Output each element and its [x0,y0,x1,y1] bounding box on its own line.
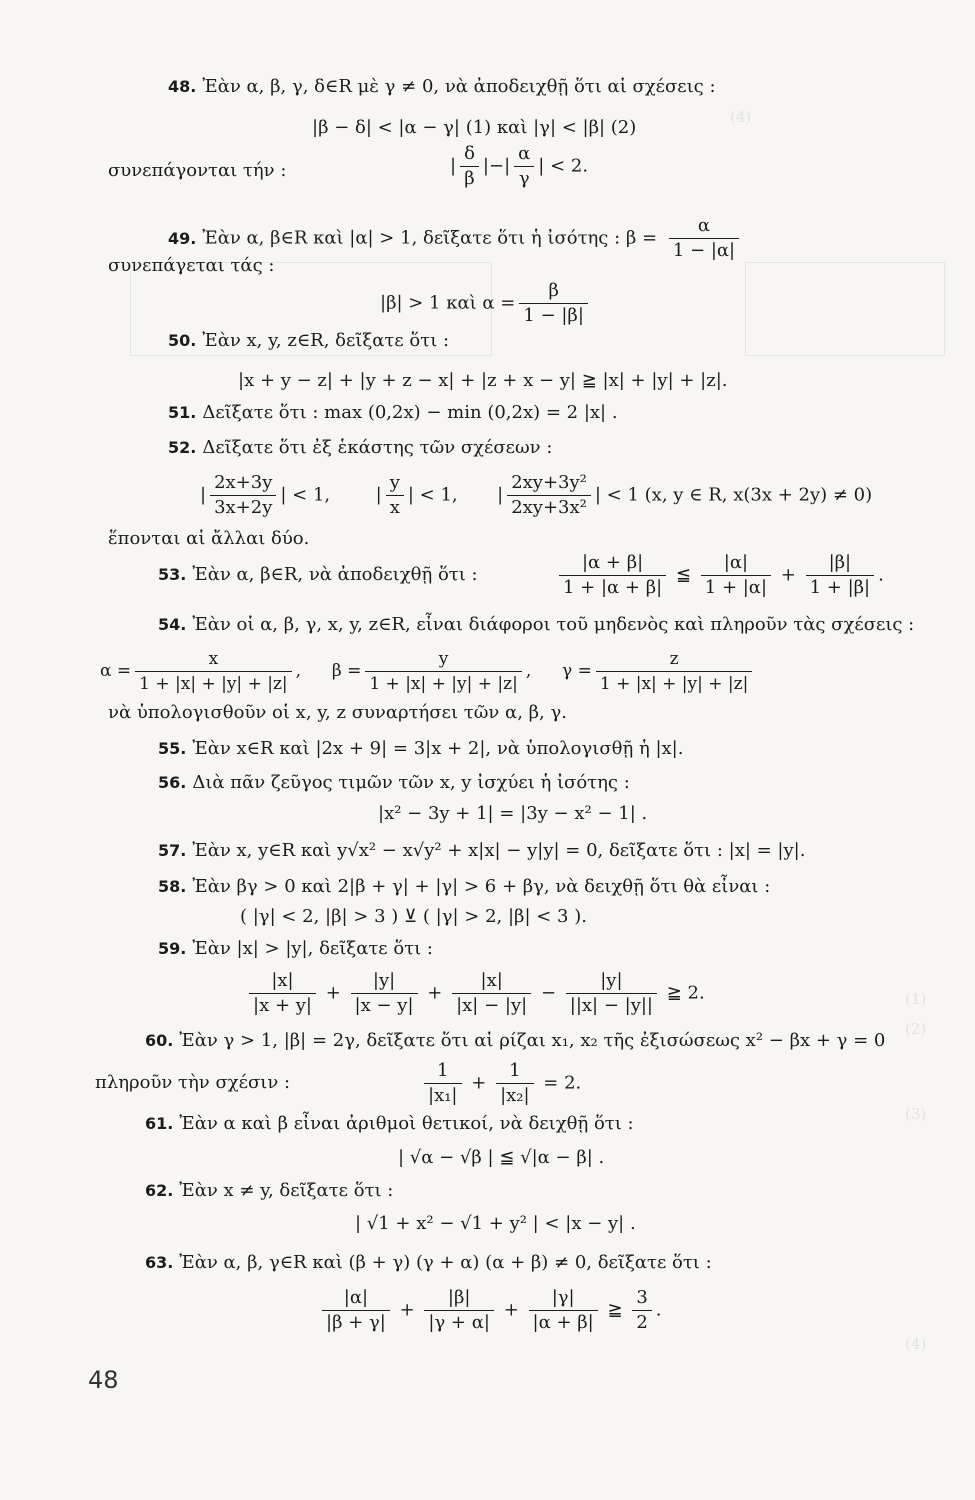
exercise-number: 60. [145,1031,174,1050]
exercise-number: 62. [145,1181,174,1200]
exercise-53-formula: $\frac{|\alpha + \beta|}{1 + |\alpha + \beta|}$ ≦ $\frac{|\alpha|}{1 + |\alpha|}$ + $\frac{|\beta|}{1 + |\beta|}$ . [555,552,884,599]
exercise-53 [158,564,478,586]
exercise-text: Ἐὰν x ≠ y, δεῖξατε ὅτι : [179,1180,394,1201]
exercise-number: 51. [168,403,197,422]
exercise-text: Ἐὰν x, y∈R καὶ y√x² − x√y² + x|x| − y|y| = 0, δεῖξατε ὅτι : |x| = |y|. [192,840,806,861]
exercise-text: Ἐὰν α, β∈R καὶ |α| > 1, δεῖξατε ὅτι ἡ ἰσότης : β = [202,227,658,249]
exercise-61-formula: | √α − √β | ≦ √|α − β| . [398,1147,605,1168]
exercise-56-formula: |x² − 3y + 1| = |3y − x² − 1| . [378,803,648,824]
exercise-text: Ἐὰν α, β, γ, δ∈R μὲ γ ≠ 0, νὰ ἀποδειχθῇ ὅτι αἱ σχέσεις : [202,76,716,97]
exercise-48-conclusion-label: συνεπάγονται τήν : [108,160,287,181]
exercise-62-formula: | √1 + x² − √1 + y² | < |x − y| . [355,1213,636,1234]
exercise-55 [158,738,683,760]
exercise-number: 61. [145,1114,174,1133]
exercise-49-result: |β| > 1 καὶ α = $\frac{\beta}{1 - |\beta|}$ [380,280,592,327]
exercise-number: 63. [145,1253,174,1272]
exercise-number: 55. [158,739,187,758]
exercise-number: 48. [168,77,197,96]
exercise-63 [145,1252,712,1274]
exercise-48 [168,76,716,98]
exercise-text: Ἐὰν γ > 1, |β| = 2γ, δεῖξατε ὅτι αἱ ρίζαι x₁, x₂ τῆς ἐξισώσεως x² − βx + γ = 0 [179,1030,886,1051]
exercise-52-conclusion: ἕπονται αἱ ἄλλαι δύο. [108,528,310,549]
exercise-48-relations: |β − δ| < |α − γ| (1) καὶ |γ| < |β| (2) [312,117,637,138]
exercise-60-conclusion-label: πληροῦν τὴν σχέσιν : [95,1072,291,1093]
exercise-number: 50. [168,331,197,350]
exercise-text: Δεῖξατε ὅτι ἐξ ἑκάστης τῶν σχέσεων : [202,437,553,458]
exercise-number: 54. [158,615,187,634]
page-number: 48 [88,1366,119,1394]
exercise-text: Ἐὰν α, β, γ∈R καὶ (β + γ) (γ + α) (α + β) ≠ 0, δεῖξατε ὅτι : [179,1252,712,1273]
exercise-56 [158,772,630,794]
exercise-63-formula: $\frac{|\alpha|}{|\beta + \gamma|}$ + $\frac{|\beta|}{|\gamma + \alpha|}$ + $\frac{|\gamma|}{|\alpha + \beta|}$ ≧ $\frac{3}{2}$ . [318,1287,662,1334]
exercise-60-formula: $\frac{1}{\text{|x₁|}}$ + $\frac{1}{\text{|x₂|}}$ = 2. [420,1060,581,1107]
exercise-59 [158,938,433,960]
exercise-text: Ἐὰν α καὶ β εἶναι ἀριθμοὶ θετικοί, νὰ δειχθῇ ὅτι : [179,1113,634,1134]
exercise-text: Ἐὰν x, y, z∈R, δεῖξατε ὅτι : [202,330,450,351]
exercise-54-system: α = $\frac{x}{1 + |x| + |y| + |z|}$ , β = $\frac{y}{1 + |x| + |y| + |z|}$ , γ = $\frac{z}{1 + |x| + |y| + |z|}$ [100,648,756,695]
exercise-number: 52. [168,438,197,457]
exercise-text: Δεῖξατε ὅτι : max (0,2x) − min (0,2x) = 2 |x| . [202,402,618,423]
exercise-number: 53. [158,565,187,584]
exercise-54 [158,614,914,636]
exercise-52 [168,437,552,459]
exercise-50-formula: |x + y − z| + |y + z − x| + |z + x − y| ≧ |x| + |y| + |z|. [238,370,728,391]
exercise-61 [145,1113,634,1135]
exercise-49-conclusion-label: συνεπάγεται τάς : [108,255,275,276]
exercise-58-formula: ( |γ| < 2, |β| > 3 ) ⊻ ( |γ| > 2, |β| < 3 ). [240,906,587,927]
exercise-62 [145,1180,393,1202]
exercise-text: Ἐὰν οἱ α, β, γ, x, y, z∈R, εἶναι διάφοροι τοῦ μηδενὸς καὶ πληροῦν τὰς σχέσεις : [192,614,915,635]
exercise-number: 57. [158,841,187,860]
exercise-number: 49. [168,228,197,248]
book-page: (4) (1) (2) (3) (4) 48. Ἐὰν α, β, γ, δ∈R μὲ γ ≠ 0, νὰ ἀποδειχθῇ ὅτι αἱ σχέσεις : |β − δ| < |α − γ| (1) καὶ |γ| < |β| (2) συνεπάγονται τήν : | $\frac{\delta}{\beta}$ |−| $\frac{\alpha}{\gamma}$ | < 2. 49. Ἐὰν α, β∈R καὶ |α| > 1, δεῖξατε ὅτι ἡ ἰσότης : β = $\frac{\alpha}{1 - |\alpha|}$ συνεπάγεται τάς : |β| > 1 καὶ α = $\frac{\beta}{1 - |\beta|}$ 50. Ἐὰν x, y, z∈R, δεῖξατε ὅτι : |x + y − z| + |y + z − x| + |z + x − y| ≧ |x| + |y| + |z|. 51. Δεῖξατε ὅτι : max (0,2x) − min (0,2x) = 2 |x| . 52. Δεῖξατε ὅτι ἐξ ἑκάστης τῶν σχέσεων : | $\frac{2x+3y}{3x+2y}$ | < 1, | $\frac{y}{x}$ | < 1, | $\frac{\text{2xy+3y²}}{\text{2xy+3x²}}$ | < 1 (x, y ∈ R, x(3x + 2y) ≠ 0) ἕπονται αἱ ἄλλαι δύο. 53. Ἐὰν α, β∈R, νὰ ἀποδειχθῇ ὅτι : $\frac{|\alpha + \beta|}{1 + |\alpha + \beta|}$ ≦ $\frac{|\alpha|}{1 + |\alpha|}$ + $\frac{|\beta|}{1 + |\beta|}$ . 54. Ἐὰν οἱ α, β, γ, x, y, z∈R, εἶναι διάφοροι τοῦ μηδενὸς καὶ πληροῦν τὰς σχέσεις : α = $\frac{x}{1 + |x| + |y| + |z|}$ , β = $\frac{y}{1 + |x| + |y| + |z|}$ , γ = $\frac{z}{1 + |x| + |y| + |z|}$ νὰ ὑπολογισθοῦν οἱ x, y, z συναρτήσει τῶν α, β, γ. 55. Ἐὰν x∈R καὶ |2x + 9| = 3|x + 2|, νὰ ὑπολογισθῇ ἡ |x|. 56. Διὰ πᾶν ζεῦγος τιμῶν τῶν x, y ἰσχύει ἡ ἰσότης : |x² − 3y + 1| = |3y − x² − 1| . 57. Ἐὰν x, y∈R καὶ y√x² − x√y² + x|x| − y|y| = 0, δεῖξατε ὅτι : |x| = |y|. 58. Ἐὰν βγ > 0 καὶ 2|β + γ| + |γ| > 6 + βγ, νὰ δειχθῇ ὅτι θὰ εἶναι : ( |γ| < 2, |β| > 3 ) ⊻ ( |γ| > 2, |β| < 3 ). 59. Ἐὰν |x| > |y|, δεῖξατε ὅτι : $\frac{|x|}{|x + y|}$ + $\frac{|y|}{|x - y|}$ + $\frac{|x|}{|x| - |y|}$ − $\frac{|y|}{||x| - |y||}$ ≧ 2. 60. Ἐὰν γ > 1, |β| = 2γ, δεῖξατε ὅτι αἱ ρίζαι x₁, x₂ τῆς ἐξισώσεως x² − βx + γ = 0 πληροῦν τὴν σχέσιν : $\frac{1}{\text{|x₁|}}$ + $\frac{1}{\text{|x₂|}}$ = 2. 61. Ἐὰν α καὶ β εἶναι ἀριθμοὶ θετικοί, νὰ δειχθῇ ὅτι : | √α − √β | ≦ √|α − β| . 62. Ἐὰν x ≠ y, δεῖξατε ὅτι : | √1 + x² − √1 + y² | < |x − y| . 63. Ἐὰν α, β, γ∈R καὶ (β + γ) (γ + α) (α + β) ≠ 0, δεῖξατε ὅτι : $\frac{|\alpha|}{|\beta + \gamma|}$ + $\frac{|\beta|}{|\gamma + \alpha|}$ + $\frac{|\gamma|}{|\alpha + \beta|}$ ≧ $\frac{3}{2}$ . 48 [0,0,975,1500]
exercise-number: 56. [158,773,187,792]
exercise-48-result: | $\frac{\delta}{\beta}$ |−| $\frac{\alpha}{\gamma}$ | < 2. [450,143,589,189]
exercise-60 [145,1030,885,1052]
exercise-58 [158,876,770,898]
exercise-text: Ἐὰν |x| > |y|, δεῖξατε ὅτι : [192,938,433,959]
exercise-text: Ἐὰν βγ > 0 καὶ 2|β + γ| + |γ| > 6 + βγ, νὰ δειχθῇ ὅτι θὰ εἶναι : [192,876,771,897]
exercise-57 [158,840,805,862]
exercise-59-formula: $\frac{|x|}{|x + y|}$ + $\frac{|y|}{|x - y|}$ + $\frac{|x|}{|x| - |y|}$ − $\frac{|y|}{||x| - |y||}$ ≧ 2. [245,970,705,1017]
exercise-50 [168,330,449,352]
exercise-51 [168,402,618,424]
exercise-number: 58. [158,877,187,896]
exercise-49: 49. Ἐὰν α, β∈R καὶ |α| > 1, δεῖξατε ὅτι ἡ ἰσότης : β = $\frac{\alpha}{1 - |\alpha|}$ [168,215,743,262]
exercise-text: Διὰ πᾶν ζεῦγος τιμῶν τῶν x, y ἰσχύει ἡ ἰσότης : [192,772,630,793]
exercise-54-task: νὰ ὑπολογισθοῦν οἱ x, y, z συναρτήσει τῶν α, β, γ. [108,702,567,723]
exercise-text: Ἐὰν α, β∈R, νὰ ἀποδειχθῇ ὅτι : [192,564,478,585]
exercise-number: 59. [158,939,187,958]
exercise-text: Ἐὰν x∈R καὶ |2x + 9| = 3|x + 2|, νὰ ὑπολογισθῇ ἡ |x|. [192,738,684,759]
exercise-52-relations: | $\frac{2x+3y}{3x+2y}$ | < 1, | $\frac{y}{x}$ | < 1, | $\frac{\text{2xy+3y²}}{\text{2xy+3x²}}$ | < 1 (x, y ∈ R, x(3x + 2y) ≠ 0) [200,472,873,518]
